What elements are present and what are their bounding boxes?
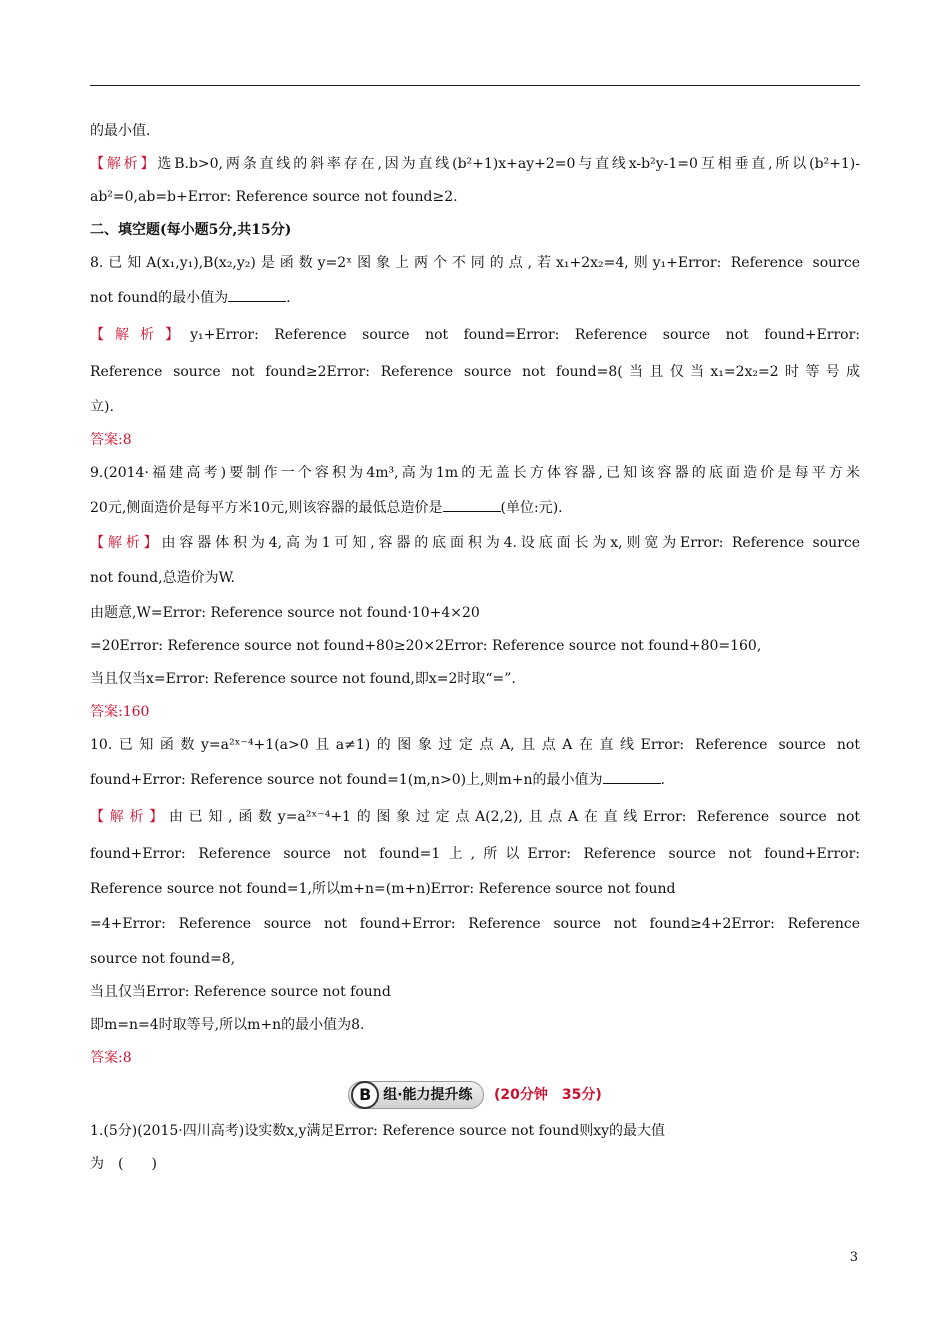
text-line: ab²=0,ab=b+Error: Reference source not found≥2. [90, 189, 458, 205]
solution-text: 由已知,函数y=a²ˣ⁻⁴+1的图象过定点A(2,2),且点A在直线Error: Reference source not [168, 809, 860, 825]
question-10: 10.已知函数y=a²ˣ⁻⁴+1(a>0且a≠1)的图象过定点A,且点A在直线Error: Reference source not [90, 737, 860, 753]
text-line: 当且仅当Error: Reference source not found [90, 984, 391, 1000]
text-line: 即m=n=4时取等号,所以m+n的最小值为8. [90, 1017, 365, 1033]
question-8: 8.已知A(x₁,y₁),B(x₂,y₂)是函数y=2ˣ图象上两个不同的点,若x₁+2x₂=4,则y₁+Error: Reference source [90, 255, 860, 271]
text-line: not found,总造价为W. [90, 570, 235, 586]
answer-blank [228, 289, 286, 302]
text-span: . [660, 772, 665, 788]
text-span: 20元,侧面造价是每平方米10元,则该容器的最低总造价是 [90, 500, 443, 516]
text-span: found+Error: Reference source not found=1(m,n>0)上,则m+n的最小值为 [90, 772, 603, 788]
solution-text: 选B.b>0,两条直线的斜率存在,因为直线(b²+1)x+ay+2=0与直线x-b²y-1=0互相垂直,所以(b²+1)- [157, 156, 860, 172]
document-body [90, 115, 860, 1181]
section-banner [90, 1075, 860, 1115]
question-9-cont [90, 490, 860, 527]
answer-blank [443, 499, 501, 512]
question-1: 1.(5分)(2015·四川高考)设实数x,y满足Error: Reference source not found则xy的最大值 [90, 1123, 666, 1139]
answer-line: 答案:160 [90, 704, 150, 720]
section-badge [348, 1081, 483, 1109]
section-title: 组·能力提升练 [383, 1087, 473, 1103]
text-line: Reference source not found≥2Error: Reference source not found=8(当且仅当x₁=2x₂=2时等号成 [90, 364, 860, 380]
solution-line [90, 148, 860, 181]
question-8-cont [90, 280, 860, 317]
solution-tag: 【解析】 [90, 809, 169, 825]
text-line: 立). [90, 399, 114, 415]
text-line: =4+Error: Reference source not found+Error: Reference source not found≥4+2Error: Reference [90, 916, 860, 932]
section-letter-icon: B [351, 1081, 379, 1109]
answer-line: 答案:8 [90, 1050, 132, 1066]
solution-text: y₁+Error: Reference source not found=Error: Reference source not found+Error: [190, 327, 860, 343]
text-line: 的最小值. [90, 123, 151, 139]
header-rule [90, 85, 860, 86]
text-line: found+Error: Reference source not found=1上,所以Error: Reference source not found+Error: [90, 846, 860, 862]
section-heading: 二、填空题(每小题5分,共15分) [90, 222, 292, 238]
answer-blank [603, 771, 661, 784]
answer-line: 答案:8 [90, 432, 132, 448]
solution-line [90, 527, 860, 560]
solution-line [90, 317, 860, 354]
solution-line [90, 799, 860, 836]
text-span: . [286, 290, 291, 306]
text-line: source not found=8, [90, 951, 236, 967]
text-line: Reference source not found=1,所以m+n=(m+n)Error: Reference source not found [90, 881, 676, 897]
text-line: 当且仅当x=Error: Reference source not found,即x=2时取“=”. [90, 671, 516, 687]
question-1-cont: 为 ( ) [90, 1156, 157, 1172]
text-line: =20Error: Reference source not found+80≥20×2Error: Reference source not found+80=160, [90, 638, 762, 654]
text-span: not found的最小值为 [90, 290, 229, 306]
question-9: 9.(2014·福建高考)要制作一个容积为4m³,高为1m的无盖长方体容器,已知该容器的底面造价是每平方米 [90, 465, 860, 481]
text-span: (单位:元). [500, 500, 563, 516]
text-line: 由题意,W=Error: Reference source not found·10+4×20 [90, 605, 480, 621]
solution-tag: 【解析】 [90, 156, 158, 172]
question-10-cont [90, 762, 860, 799]
section-time: (20分钟 35分) [494, 1087, 602, 1103]
solution-text: 由容器体积为4,高为1可知,容器的底面积为4.设底面长为x,则宽为Error: Reference source [161, 535, 860, 551]
page-number: 3 [849, 1250, 858, 1265]
solution-tag: 【解析】 [90, 535, 162, 551]
solution-tag: 【解析】 [90, 327, 191, 343]
